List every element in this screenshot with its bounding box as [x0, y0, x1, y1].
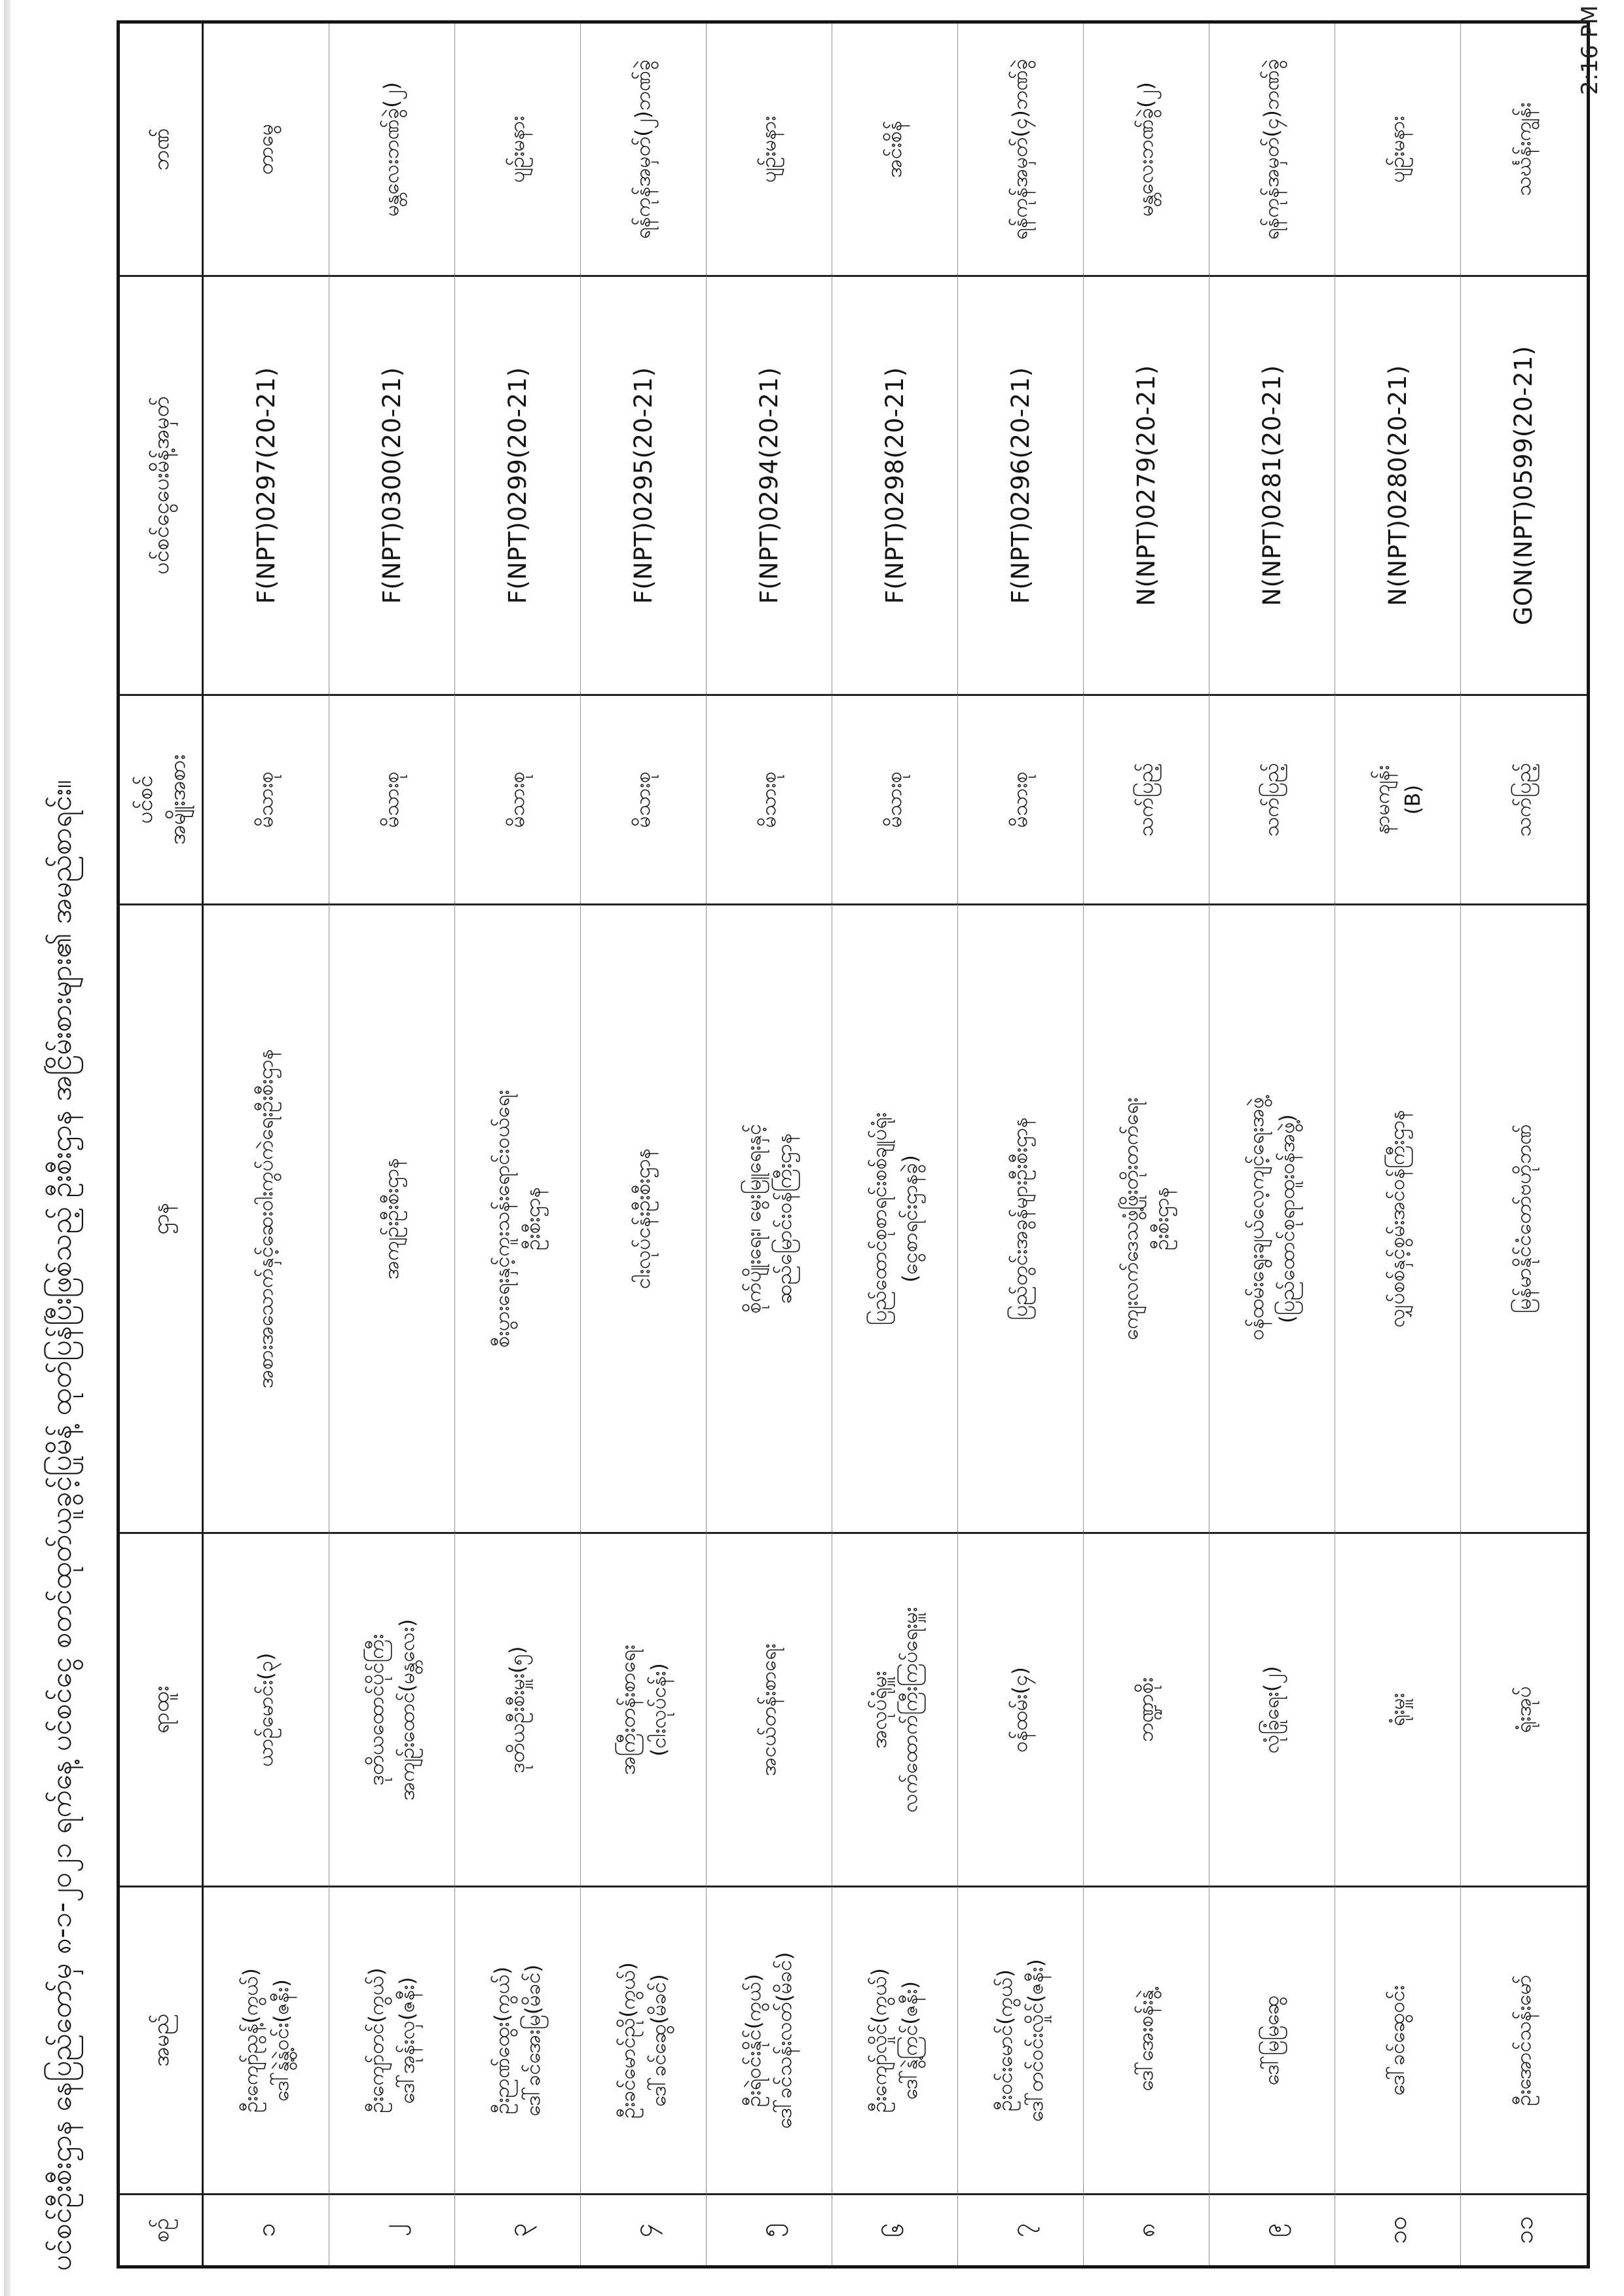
- position-cell: [329, 1532, 455, 1886]
- cell-line: အငယ်တန်းစာရေး: [757, 1643, 781, 1776]
- department-cell: [707, 903, 832, 1532]
- cell-line: ဒေါ်အေးစန်းနွဲ့: [1134, 1989, 1158, 2092]
- pension-type-cell: [455, 694, 581, 903]
- department-cell: [1209, 903, 1335, 1532]
- name-cell: [1084, 1886, 1209, 2193]
- bank-cell: [958, 24, 1084, 275]
- position-cell: [581, 1532, 707, 1886]
- department-cell: [1335, 903, 1461, 1532]
- pension-type-cell: [329, 694, 455, 903]
- bank-cell: [1084, 24, 1209, 275]
- serial-cell: [1461, 2193, 1587, 2265]
- cell-line: ဒေါ်နွဲ့နွဲ့ဝင်း(ဇနီး): [269, 1979, 293, 2102]
- department-cell: [1461, 903, 1587, 1532]
- cell-line: ၁: [251, 2223, 280, 2238]
- cell-line: မိသားစု: [506, 771, 530, 828]
- position-cell: [1461, 1532, 1587, 1886]
- cell-line: ဦးဝင်းမောင်(ကွယ်): [993, 1969, 1017, 2111]
- header-name: [120, 1886, 204, 2193]
- cell-line: မိသားစု: [883, 771, 907, 828]
- name-cell: [455, 1886, 581, 2193]
- pension-type-cell: [204, 694, 329, 903]
- pension-type-cell: [1335, 694, 1461, 903]
- cell-line: ဒေါ်ခင်သန်းလတ်(မိခင်): [772, 1952, 796, 2129]
- serial-cell: [455, 2193, 581, 2265]
- cell-line: အကျဉ်းဦးစီးဌာန: [380, 1157, 404, 1280]
- cell-line: ဒေါ်အုန်းလှ(ဇနီး): [395, 1977, 419, 2104]
- cell-line: သက်ပြည့်: [1260, 762, 1284, 837]
- cell-line: ၉: [1257, 2223, 1286, 2238]
- serial-cell: [707, 2193, 832, 2265]
- cell-line: ရုံးအုပ်: [1511, 1686, 1536, 1734]
- cell-line: လုံခြုံရေး(၂): [1260, 1666, 1284, 1754]
- cell-line: ၇: [1006, 2223, 1035, 2238]
- cell-line: မိသားစု: [380, 771, 404, 828]
- cell-line: နာမကျန်း: [1371, 765, 1394, 835]
- bank-cell: [455, 24, 581, 275]
- scan-edge-shadow: [4, 0, 10, 2296]
- payment-order-cell: [1335, 275, 1461, 694]
- position-cell: [204, 1532, 329, 1886]
- cell-line: တာမွေ: [254, 124, 278, 175]
- cell-line: ဦးကျော်လှိုင်(ကွယ်): [868, 1968, 891, 2113]
- department-cell: [455, 903, 581, 1532]
- serial-cell: [958, 2193, 1084, 2265]
- pension-type-cell: [958, 694, 1084, 903]
- cell-line: (ငါးလုပ်ငန်း): [646, 1663, 671, 1757]
- payment-order-cell: [832, 275, 958, 694]
- cell-line: ငါးလုပ်ငန်းဦးစီးဌာန: [631, 1148, 655, 1289]
- cell-line: ၁၀: [1383, 2216, 1412, 2244]
- cell-line: အကျဉ်းထောင်(မန္တလေး): [395, 1618, 419, 1801]
- cell-line: မန္တလေးဘဏ်ခွဲ(၂): [380, 82, 404, 217]
- cell-line: F(NPT)0298(20-21): [880, 367, 909, 604]
- cell-line: ၃: [503, 2223, 532, 2238]
- page-title: ပင်စင်ဦးစီးဌာန နေပြည်တော်မှ ၈-၁-၂၀၂၁ ရက်နေ့ ပင်စင်ငွေ စတင်ထုတ်ယူခွင့်ပြုမိန့် ထုတ်ပြန်ပြီးဖြစ်သည့် ဦးစီးဌာန အငြိမ်းစားများ၏ အမည်စာရင်း။: [45, 780, 78, 2271]
- bank-cell: [329, 24, 455, 275]
- name-cell: [1335, 1886, 1461, 2193]
- cell-line: F(NPT)0294(20-21): [754, 367, 783, 604]
- pension-table: [117, 20, 1590, 2269]
- cell-line: ပြည်တွင်းအခွန်များဦးစီးဌာန: [1008, 1117, 1033, 1321]
- serial-cell: [832, 2193, 958, 2265]
- cell-line: F(NPT)0295(20-21): [629, 367, 657, 604]
- cell-line: ပျဉ်းမနား: [506, 115, 530, 183]
- cell-line: ပင်စင်ငွေပေးမိန့်အမှတ်: [147, 396, 174, 575]
- department-cell: [958, 903, 1084, 1532]
- bank-cell: [1209, 24, 1335, 275]
- cell-line: ဦးဉာဏ်ထွေး(ကွယ်): [490, 1966, 514, 2115]
- pension-type-cell: [1209, 694, 1335, 903]
- cell-line: ဦးကျော်တင်(ကွယ်): [365, 1967, 388, 2113]
- cell-line: ဒေါ်တင်ဝင်းလှိုင်(ဇနီး): [1024, 1959, 1048, 2122]
- bank-cell: [832, 24, 958, 275]
- cell-line: ၄: [629, 2223, 657, 2238]
- name-cell: [707, 1886, 832, 2193]
- cell-line: ဦးခင်မောင်ညို(ကွယ်): [616, 1962, 640, 2119]
- header-type: [120, 694, 204, 903]
- payment-order-cell: [455, 275, 581, 694]
- cell-line: ရန်ကုန်အမှတ်(၄)ဘဏ်ခွဲ: [1260, 58, 1284, 240]
- cell-line: ဒေါ်ခင်အေးမြ(မိခင်): [521, 1964, 545, 2117]
- department-cell: [832, 903, 958, 1532]
- cell-line: အမျိုးအစား: [164, 754, 190, 845]
- cell-line: ပျဉ်းမနား: [757, 115, 781, 183]
- cell-line: ပင်စင်: [132, 775, 157, 824]
- name-cell: [204, 1886, 329, 2193]
- cell-line: အလုပ်ရုံမှူး: [868, 1671, 891, 1749]
- cell-line: စီးပွားရေးနှင့်ကူးသန်းရောင်းဝယ်ရေး: [490, 1089, 514, 1348]
- cell-line: မိသားစု: [1008, 771, 1033, 828]
- print-timestamp: 2:16 PM: [1577, 5, 1603, 95]
- pension-type-cell: [707, 694, 832, 903]
- cell-line: N(NPT)0280(20-21): [1383, 365, 1412, 606]
- cell-line: F(NPT)0300(20-21): [377, 367, 406, 604]
- cell-line: ဒေါ်မြမြဆွေ: [1260, 1995, 1284, 2086]
- cell-line: ဝန်ထမ်း(၄): [1008, 1667, 1033, 1753]
- department-cell: [581, 903, 707, 1532]
- department-cell: [1084, 903, 1209, 1532]
- cell-line: ရာထူး: [147, 1686, 174, 1734]
- header-bank: [120, 24, 204, 275]
- payment-order-cell: [1461, 275, 1587, 694]
- cell-line: ဒုတိယဦးစီးမှူး(၅): [506, 1646, 530, 1774]
- cell-line: အကြီးတန်းစာရေး: [616, 1645, 640, 1775]
- cell-line: သင်္ဃန်းကျွန်း: [1511, 102, 1536, 196]
- cell-line: ပြည်ထောင်စုစာရင်းစစ်ချုပ်ရုံး: [868, 1112, 891, 1326]
- pension-type-cell: [581, 694, 707, 903]
- cell-line: ရန်ကုန်အမှတ်(၄)ဘဏ်ခွဲ: [1008, 58, 1033, 240]
- cell-line: ဒေါ်နွဲ့ကြင်(ဇနီး): [898, 1980, 922, 2100]
- cell-line: GON(NPT)0599(20-21): [1509, 346, 1538, 625]
- bank-cell: [707, 24, 832, 275]
- cell-line: ၂: [377, 2224, 406, 2236]
- cell-line: လက်ထောက်ကြီးကြပ်ရေးမှူး: [898, 1607, 922, 1813]
- header-serial: [120, 2193, 204, 2265]
- cell-line: လျှပ်စစ်နှင့်စွမ်းအင်ဝန်ကြီးဌာန: [1386, 1110, 1410, 1328]
- bank-cell: [204, 24, 329, 275]
- cell-line: ရုံးမှူး: [1386, 1692, 1410, 1727]
- cell-line: ဦးရဲဝင်းနိုင်(ကွယ်): [742, 1973, 766, 2107]
- payment-order-cell: [581, 275, 707, 694]
- cell-line: (B): [1401, 784, 1425, 815]
- cell-line: ၁၁: [1509, 2216, 1538, 2244]
- cell-line: ဦးအောင်သန်းမော်: [1511, 1975, 1536, 2106]
- cell-line: မိသားစု: [757, 771, 781, 828]
- pension-type-cell: [832, 694, 958, 903]
- name-cell: [958, 1886, 1084, 2193]
- header-position: [120, 1532, 204, 1886]
- cell-line: ဦးစီးဌာန: [521, 1187, 545, 1250]
- payment-order-cell: [1084, 275, 1209, 694]
- name-cell: [1461, 1886, 1587, 2193]
- cell-line: ဒေါ်ခင်ဆွေဝင်း: [1386, 1985, 1410, 2096]
- cell-line: ဒုတိယထောင်ပိုင်ကြီး: [365, 1633, 388, 1786]
- serial-cell: [581, 2193, 707, 2265]
- payment-order-cell: [707, 275, 832, 694]
- serial-cell: [204, 2193, 329, 2265]
- name-cell: [581, 1886, 707, 2193]
- cell-line: ဒေါ်ခင်ဆွေ(မိခင်): [646, 1974, 671, 2107]
- serial-cell: [1209, 2193, 1335, 2265]
- cell-line: N(NPT)0279(20-21): [1132, 365, 1160, 606]
- position-cell: [455, 1532, 581, 1886]
- cell-line: ၅: [754, 2223, 783, 2238]
- name-cell: [329, 1886, 455, 2193]
- cell-line: အမည်: [147, 2013, 174, 2068]
- cell-line: သက်ပြည့်: [1134, 762, 1158, 837]
- cell-line: (ပြည်ထောင်စုရာထူးဝန်အဖွဲ့): [1275, 1114, 1299, 1324]
- cell-line: စိုက်ပျိုးရေး၊ မွေးမြူရေးနှင့်: [742, 1123, 766, 1314]
- cell-line: မြန်မာနိုင်ငံတော်ဗဟိုဘဏ်: [1511, 1124, 1536, 1313]
- position-cell: [1209, 1532, 1335, 1886]
- serial-cell: [1335, 2193, 1461, 2265]
- pension-type-cell: [1084, 694, 1209, 903]
- position-cell: [832, 1532, 958, 1886]
- payment-order-cell: [958, 275, 1084, 694]
- cell-line: စဉ်: [147, 2218, 174, 2242]
- cell-line: ဌာန: [147, 1203, 174, 1235]
- cell-line: ပျဉ်းမနား: [1386, 115, 1410, 183]
- position-cell: [1084, 1532, 1209, 1886]
- cell-line: ဘဏ္ဍာစိုး: [1134, 1677, 1158, 1743]
- cell-line: သက်ပြည့်: [1511, 762, 1536, 837]
- cell-line: အင်းစိန်: [883, 120, 907, 178]
- cell-line: မိသားစု: [254, 771, 278, 828]
- position-cell: [707, 1532, 832, 1886]
- cell-line: (ငွေစာရင်းဌာနခွဲ): [898, 1155, 922, 1283]
- cell-line: ဦးကျော်ညွန့်(ကွယ်): [239, 1968, 263, 2113]
- header-dept: [120, 903, 204, 1532]
- cell-line: F(NPT)0299(20-21): [503, 367, 532, 604]
- cell-line: အစားအသောက်နှင့်ဆေးဝါးကွပ်ကဲရေးဦးစီးဌာန: [254, 1049, 278, 1389]
- cell-line: ၈: [1132, 2223, 1160, 2238]
- cell-line: ဦးစီးဌာန: [1149, 1187, 1173, 1250]
- cell-line: ယာဉ်မောင်း(၃): [254, 1652, 278, 1767]
- cell-line: ဝန်ထမ်းရွေးချယ်လေ့ကျင့်ရေးအဖွဲ့: [1245, 1097, 1268, 1341]
- cell-line: F(NPT)0296(20-21): [1006, 367, 1035, 604]
- cell-line: ဆည်မြောင်းဝန်ကြီးဌာန: [772, 1133, 796, 1304]
- name-cell: [1209, 1886, 1335, 2193]
- position-cell: [958, 1532, 1084, 1886]
- cell-line: N(NPT)0281(20-21): [1257, 365, 1286, 606]
- cell-line: ၆: [880, 2223, 909, 2238]
- bank-cell: [581, 24, 707, 275]
- cell-line: ရန်ကုန်အမှတ်(၂)ဘဏ်ခွဲ: [631, 59, 655, 240]
- serial-cell: [329, 2193, 455, 2265]
- bank-cell: [1335, 24, 1461, 275]
- cell-line: F(NPT)0297(20-21): [251, 367, 280, 604]
- cell-line: မန္တလေးဘဏ်ခွဲ(၂): [1134, 82, 1158, 217]
- payment-order-cell: [1209, 275, 1335, 694]
- position-cell: [1335, 1532, 1461, 1886]
- department-cell: [204, 903, 329, 1532]
- serial-cell: [1084, 2193, 1209, 2265]
- cell-line: ဘဏ်: [147, 128, 174, 171]
- pension-type-cell: [1461, 694, 1587, 903]
- payment-order-cell: [204, 275, 329, 694]
- payment-order-cell: [329, 275, 455, 694]
- name-cell: [832, 1886, 958, 2193]
- cell-line: ကျေးလက်ဒေသဖွံ့ဖြိုးတိုးတက်ရေး: [1119, 1097, 1143, 1340]
- department-cell: [329, 903, 455, 1532]
- bank-cell: [1461, 24, 1587, 275]
- cell-line: မိသားစု: [631, 771, 655, 828]
- header-payment: [120, 275, 204, 694]
